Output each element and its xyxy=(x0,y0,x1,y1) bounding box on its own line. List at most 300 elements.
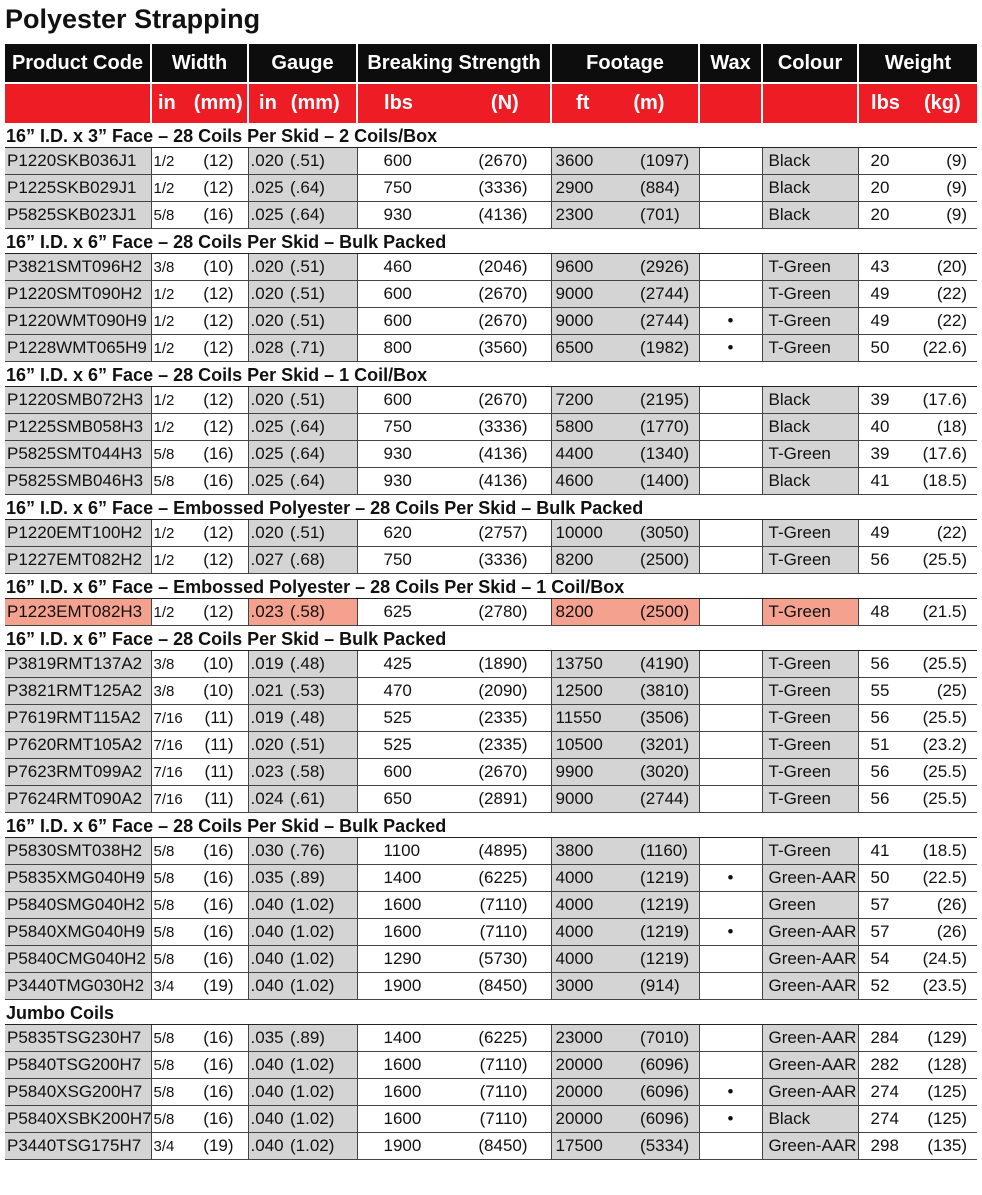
colour: Black xyxy=(762,468,858,495)
wax-indicator xyxy=(699,148,762,175)
weight-kg: (26) xyxy=(910,892,977,919)
strength-lbs: 1600 xyxy=(357,1052,445,1079)
unit-label: (mm) xyxy=(193,92,243,114)
width-in: 5/8 xyxy=(151,892,181,919)
width-in: 1/2 xyxy=(151,520,181,547)
width-mm: (12) xyxy=(181,175,248,202)
units-footage xyxy=(551,83,699,123)
width-mm: (12) xyxy=(181,520,248,547)
weight-kg: (22.5) xyxy=(910,865,977,892)
product-code: P5840CMG040H2 xyxy=(5,946,151,973)
weight-kg: (9) xyxy=(910,175,977,202)
footage-ft: 17500 xyxy=(551,1133,630,1160)
table-row xyxy=(5,335,977,362)
product-code: P3440TMG030H2 xyxy=(5,973,151,1000)
footage-ft: 20000 xyxy=(551,1106,630,1133)
section-header xyxy=(5,574,977,599)
gauge-in: .040 xyxy=(248,1133,278,1160)
footage-m: (1770) xyxy=(630,414,699,441)
gauge-in: .040 xyxy=(248,946,278,973)
section-header xyxy=(5,626,977,651)
wax-indicator: • xyxy=(699,308,762,335)
gauge-mm: (1.02) xyxy=(278,892,357,919)
footage-m: (2500) xyxy=(630,599,699,626)
width-mm: (16) xyxy=(181,202,248,229)
product-code: P7620RMT105A2 xyxy=(5,732,151,759)
section-title: 16” I.D. x 6” Face – Embossed Polyester – 28 Coils Per Skid – 1 Coil/Box xyxy=(5,574,977,599)
strength-n: (7110) xyxy=(445,1106,551,1133)
strength-n: (6225) xyxy=(445,865,551,892)
strength-n: (2670) xyxy=(445,281,551,308)
weight-lbs: 55 xyxy=(858,678,910,705)
footage-m: (1160) xyxy=(630,838,699,865)
width-in: 5/8 xyxy=(151,202,181,229)
wax-indicator xyxy=(699,1133,762,1160)
section-header xyxy=(5,495,977,520)
colour: T-Green xyxy=(762,441,858,468)
weight-lbs: 49 xyxy=(858,281,910,308)
unit-label: (kg) xyxy=(923,92,961,114)
product-code: P7623RMT099A2 xyxy=(5,759,151,786)
gauge-in: .023 xyxy=(248,599,278,626)
table-row xyxy=(5,1025,977,1052)
wax-indicator: • xyxy=(699,1079,762,1106)
wax-indicator xyxy=(699,414,762,441)
gauge-in: .020 xyxy=(248,520,278,547)
table-row xyxy=(5,651,977,678)
wax-indicator xyxy=(699,678,762,705)
weight-lbs: 50 xyxy=(858,335,910,362)
section-title: 16” I.D. x 6” Face – 28 Coils Per Skid – Bulk Packed xyxy=(5,813,977,838)
strength-n: (5730) xyxy=(445,946,551,973)
width-in: 5/8 xyxy=(151,468,181,495)
width-in: 1/2 xyxy=(151,547,181,574)
wax-indicator xyxy=(699,1025,762,1052)
width-mm: (12) xyxy=(181,281,248,308)
gauge-in: .024 xyxy=(248,786,278,813)
colour: Green-AAR xyxy=(762,919,858,946)
strength-lbs: 600 xyxy=(357,148,445,175)
footage-m: (1219) xyxy=(630,946,699,973)
unit-label: ft xyxy=(576,92,590,114)
page-title: Polyester Strapping xyxy=(5,4,261,34)
gauge-in: .020 xyxy=(248,148,278,175)
footage-m: (2926) xyxy=(630,254,699,281)
col-weight: Weight xyxy=(858,44,977,83)
width-mm: (16) xyxy=(181,1025,248,1052)
table-row xyxy=(5,838,977,865)
product-code: P5840TSG200H7 xyxy=(5,1052,151,1079)
weight-lbs: 49 xyxy=(858,308,910,335)
gauge-in: .040 xyxy=(248,892,278,919)
width-mm: (16) xyxy=(181,1106,248,1133)
width-in: 1/2 xyxy=(151,175,181,202)
weight-kg: (128) xyxy=(910,1052,977,1079)
strength-lbs: 600 xyxy=(357,387,445,414)
width-in: 5/8 xyxy=(151,1052,181,1079)
table-row xyxy=(5,175,977,202)
section-title: 16” I.D. x 6” Face – 28 Coils Per Skid – Bulk Packed xyxy=(5,229,977,254)
footage-ft: 11550 xyxy=(551,705,630,732)
strength-n: (4136) xyxy=(445,441,551,468)
weight-lbs: 41 xyxy=(858,838,910,865)
weight-lbs: 52 xyxy=(858,973,910,1000)
width-in: 3/4 xyxy=(151,1133,181,1160)
product-code: P5835XMG040H9 xyxy=(5,865,151,892)
product-code: P1227EMT082H2 xyxy=(5,547,151,574)
weight-kg: (25.5) xyxy=(910,759,977,786)
gauge-mm: (.71) xyxy=(278,335,357,362)
strength-n: (4136) xyxy=(445,202,551,229)
weight-kg: (25.5) xyxy=(910,786,977,813)
table-row xyxy=(5,1079,977,1106)
strength-lbs: 600 xyxy=(357,308,445,335)
product-code: P1223EMT082H3 xyxy=(5,599,151,626)
footage-ft: 4000 xyxy=(551,865,630,892)
wax-indicator xyxy=(699,651,762,678)
gauge-mm: (.48) xyxy=(278,651,357,678)
wax-indicator xyxy=(699,254,762,281)
weight-kg: (129) xyxy=(910,1025,977,1052)
gauge-mm: (.64) xyxy=(278,414,357,441)
strength-lbs: 800 xyxy=(357,335,445,362)
width-in: 1/2 xyxy=(151,281,181,308)
width-mm: (12) xyxy=(181,387,248,414)
strength-n: (3336) xyxy=(445,175,551,202)
wax-indicator xyxy=(699,786,762,813)
section-header xyxy=(5,229,977,254)
wax-indicator xyxy=(699,202,762,229)
strength-lbs: 470 xyxy=(357,678,445,705)
strength-lbs: 1900 xyxy=(357,973,445,1000)
footage-ft: 10500 xyxy=(551,732,630,759)
unit-label: lbs xyxy=(871,92,900,114)
section-header xyxy=(5,1000,977,1025)
strength-n: (4136) xyxy=(445,468,551,495)
width-mm: (16) xyxy=(181,1079,248,1106)
weight-kg: (125) xyxy=(910,1106,977,1133)
strength-n: (3336) xyxy=(445,414,551,441)
width-in: 7/16 xyxy=(151,759,181,786)
strength-n: (8450) xyxy=(445,973,551,1000)
footage-m: (1400) xyxy=(630,468,699,495)
gauge-mm: (.76) xyxy=(278,838,357,865)
weight-lbs: 56 xyxy=(858,786,910,813)
section-title: 16” I.D. x 6” Face – 28 Coils Per Skid – 1 Coil/Box xyxy=(5,362,977,387)
width-in: 5/8 xyxy=(151,946,181,973)
gauge-mm: (.89) xyxy=(278,865,357,892)
strength-lbs: 600 xyxy=(357,759,445,786)
weight-kg: (17.6) xyxy=(910,387,977,414)
table-row xyxy=(5,148,977,175)
gauge-in: .023 xyxy=(248,759,278,786)
units-gauge xyxy=(248,83,357,123)
column-header-row xyxy=(5,44,977,83)
footage-ft: 3600 xyxy=(551,148,630,175)
colour: Green-AAR xyxy=(762,973,858,1000)
wax-indicator xyxy=(699,547,762,574)
gauge-in: .028 xyxy=(248,335,278,362)
product-code: P3819RMT137A2 xyxy=(5,651,151,678)
width-in: 1/2 xyxy=(151,387,181,414)
strength-n: (7110) xyxy=(445,919,551,946)
footage-ft: 9900 xyxy=(551,759,630,786)
product-code: P1225SMB058H3 xyxy=(5,414,151,441)
table-row xyxy=(5,599,977,626)
weight-lbs: 40 xyxy=(858,414,910,441)
weight-kg: (20) xyxy=(910,254,977,281)
strength-lbs: 1600 xyxy=(357,1106,445,1133)
colour: Green xyxy=(762,892,858,919)
gauge-mm: (.58) xyxy=(278,599,357,626)
weight-lbs: 20 xyxy=(858,175,910,202)
colour: Green-AAR xyxy=(762,1052,858,1079)
footage-m: (1219) xyxy=(630,892,699,919)
gauge-mm: (1.02) xyxy=(278,946,357,973)
width-mm: (16) xyxy=(181,468,248,495)
footage-m: (3506) xyxy=(630,705,699,732)
table-row xyxy=(5,786,977,813)
weight-kg: (25.5) xyxy=(910,651,977,678)
footage-m: (5334) xyxy=(630,1133,699,1160)
width-mm: (12) xyxy=(181,335,248,362)
table-row xyxy=(5,865,977,892)
footage-ft: 4000 xyxy=(551,919,630,946)
footage-ft: 20000 xyxy=(551,1052,630,1079)
footage-m: (4190) xyxy=(630,651,699,678)
wax-indicator xyxy=(699,281,762,308)
weight-lbs: 20 xyxy=(858,202,910,229)
width-in: 3/8 xyxy=(151,678,181,705)
strength-n: (7110) xyxy=(445,1079,551,1106)
unit-label: lbs xyxy=(384,92,413,114)
gauge-in: .019 xyxy=(248,651,278,678)
footage-m: (2195) xyxy=(630,387,699,414)
section-title: Jumbo Coils xyxy=(5,1000,977,1025)
gauge-mm: (.64) xyxy=(278,175,357,202)
colour: Black xyxy=(762,175,858,202)
strength-lbs: 750 xyxy=(357,547,445,574)
product-code: P5825SMB046H3 xyxy=(5,468,151,495)
gauge-in: .040 xyxy=(248,1052,278,1079)
section-header xyxy=(5,362,977,387)
table-row xyxy=(5,547,977,574)
colour: Black xyxy=(762,148,858,175)
wax-indicator xyxy=(699,1052,762,1079)
width-in: 1/2 xyxy=(151,335,181,362)
wax-indicator: • xyxy=(699,865,762,892)
gauge-mm: (.53) xyxy=(278,678,357,705)
colour: T-Green xyxy=(762,786,858,813)
footage-ft: 7200 xyxy=(551,387,630,414)
width-in: 5/8 xyxy=(151,865,181,892)
product-code: P1220SMT090H2 xyxy=(5,281,151,308)
width-mm: (12) xyxy=(181,547,248,574)
weight-kg: (22.6) xyxy=(910,335,977,362)
weight-kg: (135) xyxy=(910,1133,977,1160)
product-code: P5840XSBK200H7 xyxy=(5,1106,151,1133)
product-code: P5840XMG040H9 xyxy=(5,919,151,946)
unit-label: in xyxy=(259,92,277,114)
weight-kg: (25.5) xyxy=(910,705,977,732)
footage-ft: 4000 xyxy=(551,892,630,919)
weight-kg: (23.5) xyxy=(910,973,977,1000)
colour: T-Green xyxy=(762,335,858,362)
gauge-in: .030 xyxy=(248,838,278,865)
width-mm: (12) xyxy=(181,599,248,626)
product-code: P5840XSG200H7 xyxy=(5,1079,151,1106)
footage-m: (1097) xyxy=(630,148,699,175)
width-in: 3/8 xyxy=(151,651,181,678)
product-code: P5840SMG040H2 xyxy=(5,892,151,919)
wax-indicator xyxy=(699,441,762,468)
units-wax xyxy=(699,83,762,123)
strength-lbs: 460 xyxy=(357,254,445,281)
footage-ft: 12500 xyxy=(551,678,630,705)
gauge-in: .020 xyxy=(248,281,278,308)
colour: Green-AAR xyxy=(762,946,858,973)
product-code: P1220SKB036J1 xyxy=(5,148,151,175)
strength-n: (8450) xyxy=(445,1133,551,1160)
gauge-mm: (.64) xyxy=(278,202,357,229)
footage-m: (1982) xyxy=(630,335,699,362)
table-row xyxy=(5,973,977,1000)
units-width xyxy=(151,83,248,123)
weight-lbs: 56 xyxy=(858,651,910,678)
footage-m: (2744) xyxy=(630,281,699,308)
strength-lbs: 525 xyxy=(357,705,445,732)
weight-kg: (24.5) xyxy=(910,946,977,973)
footage-m: (6096) xyxy=(630,1052,699,1079)
footage-ft: 2300 xyxy=(551,202,630,229)
table-row xyxy=(5,202,977,229)
colour: Green-AAR xyxy=(762,865,858,892)
gauge-mm: (.51) xyxy=(278,281,357,308)
width-in: 5/8 xyxy=(151,441,181,468)
footage-m: (7010) xyxy=(630,1025,699,1052)
strength-n: (1890) xyxy=(445,651,551,678)
footage-m: (701) xyxy=(630,202,699,229)
weight-lbs: 282 xyxy=(858,1052,910,1079)
footage-m: (2744) xyxy=(630,786,699,813)
col-wax: Wax xyxy=(699,44,762,83)
weight-lbs: 41 xyxy=(858,468,910,495)
units-weight xyxy=(858,83,977,123)
units-strength xyxy=(357,83,551,123)
width-mm: (19) xyxy=(181,1133,248,1160)
width-in: 7/16 xyxy=(151,705,181,732)
weight-lbs: 51 xyxy=(858,732,910,759)
weight-kg: (9) xyxy=(910,202,977,229)
colour: T-Green xyxy=(762,759,858,786)
gauge-mm: (.64) xyxy=(278,441,357,468)
product-code: P5825SMT044H3 xyxy=(5,441,151,468)
gauge-in: .020 xyxy=(248,254,278,281)
units-colour xyxy=(762,83,858,123)
gauge-mm: (.61) xyxy=(278,786,357,813)
table-row xyxy=(5,919,977,946)
colour: T-Green xyxy=(762,308,858,335)
product-code: P1220WMT090H9 xyxy=(5,308,151,335)
gauge-mm: (1.02) xyxy=(278,1106,357,1133)
product-code: P3440TSG175H7 xyxy=(5,1133,151,1160)
col-colour: Colour xyxy=(762,44,858,83)
weight-kg: (18.5) xyxy=(910,468,977,495)
gauge-mm: (.51) xyxy=(278,387,357,414)
section-title: 16” I.D. x 6” Face – Embossed Polyester – 28 Coils Per Skid – Bulk Packed xyxy=(5,495,977,520)
gauge-in: .025 xyxy=(248,202,278,229)
footage-ft: 6500 xyxy=(551,335,630,362)
weight-kg: (25.5) xyxy=(910,547,977,574)
col-width: Width xyxy=(151,44,248,83)
weight-kg: (22) xyxy=(910,308,977,335)
strength-n: (2780) xyxy=(445,599,551,626)
weight-kg: (125) xyxy=(910,1079,977,1106)
table-row xyxy=(5,946,977,973)
footage-ft: 20000 xyxy=(551,1079,630,1106)
strength-lbs: 600 xyxy=(357,281,445,308)
strength-n: (7110) xyxy=(445,1052,551,1079)
strength-n: (3560) xyxy=(445,335,551,362)
wax-indicator xyxy=(699,973,762,1000)
weight-kg: (18.5) xyxy=(910,838,977,865)
weight-kg: (25) xyxy=(910,678,977,705)
product-code: P1220EMT100H2 xyxy=(5,520,151,547)
weight-kg: (22) xyxy=(910,520,977,547)
gauge-mm: (.58) xyxy=(278,759,357,786)
wax-indicator xyxy=(699,838,762,865)
strength-lbs: 750 xyxy=(357,414,445,441)
gauge-in: .019 xyxy=(248,705,278,732)
strength-lbs: 750 xyxy=(357,175,445,202)
width-mm: (10) xyxy=(181,651,248,678)
width-in: 7/16 xyxy=(151,786,181,813)
gauge-mm: (1.02) xyxy=(278,973,357,1000)
footage-ft: 9000 xyxy=(551,786,630,813)
weight-lbs: 39 xyxy=(858,387,910,414)
strength-lbs: 525 xyxy=(357,732,445,759)
strength-n: (2670) xyxy=(445,148,551,175)
strength-n: (2046) xyxy=(445,254,551,281)
width-mm: (16) xyxy=(181,892,248,919)
table-row xyxy=(5,308,977,335)
gauge-mm: (.51) xyxy=(278,308,357,335)
product-code: P7619RMT115A2 xyxy=(5,705,151,732)
gauge-in: .025 xyxy=(248,468,278,495)
gauge-in: .020 xyxy=(248,308,278,335)
width-mm: (12) xyxy=(181,308,248,335)
gauge-in: .035 xyxy=(248,865,278,892)
weight-lbs: 274 xyxy=(858,1079,910,1106)
section-header xyxy=(5,813,977,838)
footage-m: (3050) xyxy=(630,520,699,547)
width-in: 5/8 xyxy=(151,838,181,865)
gauge-mm: (.48) xyxy=(278,705,357,732)
wax-indicator: • xyxy=(699,335,762,362)
footage-ft: 23000 xyxy=(551,1025,630,1052)
strength-lbs: 1400 xyxy=(357,1025,445,1052)
wax-indicator xyxy=(699,387,762,414)
wax-indicator: • xyxy=(699,1106,762,1133)
strength-n: (2670) xyxy=(445,759,551,786)
weight-lbs: 43 xyxy=(858,254,910,281)
footage-ft: 4400 xyxy=(551,441,630,468)
colour: T-Green xyxy=(762,838,858,865)
footage-m: (1340) xyxy=(630,441,699,468)
footage-ft: 4600 xyxy=(551,468,630,495)
colour: T-Green xyxy=(762,254,858,281)
strength-lbs: 620 xyxy=(357,520,445,547)
